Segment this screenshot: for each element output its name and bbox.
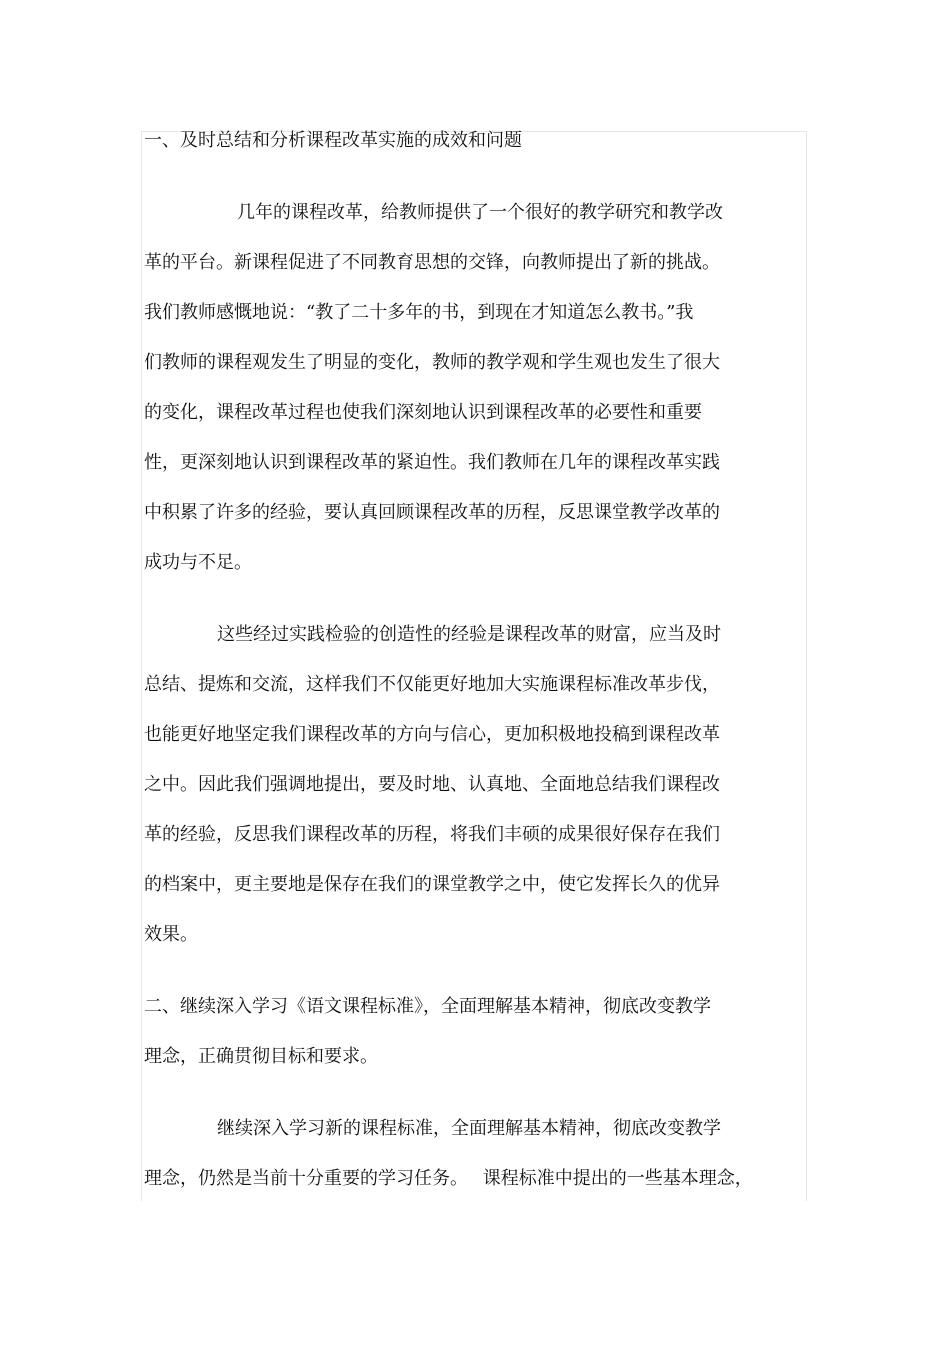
heading-section-2-line: 二、继续深入学习《语文课程标准》，全面理解基本精神，彻底改变教学 [144,996,711,1017]
paragraph-1-line: 成功与不足。 [144,552,252,573]
page-frame [141,131,807,1201]
paragraph-2-line: 革的经验，反思我们课程改革的历程，将我们丰硕的成果很好保存在我们 [144,824,720,845]
paragraph-2-line: 这些经过实践检验的创造性的经验是课程改革的财富，应当及时 [217,624,721,645]
paragraph-1-line: 革的平台。新课程促进了不同教育思想的交锋，向教师提出了新的挑战。 [144,252,720,273]
heading-section-2-line: 理念，正确贯彻目标和要求。 [144,1046,378,1067]
paragraph-1-line: 们教师的课程观发生了明显的变化，教师的教学观和学生观也发生了很大 [144,352,720,373]
paragraph-2-line: 的档案中，更主要地是保存在我们的课堂教学之中，使它发挥长久的优异 [144,874,720,895]
paragraph-3-line: 理念，仍然是当前十分重要的学习任务。 课程标准中提出的一些基本理念， [144,1168,753,1189]
paragraph-2-line: 也能更好地坚定我们课程改革的方向与信心，更加积极地投稿到课程改革 [144,724,720,745]
paragraph-2-line: 效果。 [144,924,198,945]
paragraph-1-line: 中积累了许多的经验，要认真回顾课程改革的历程，反思课堂教学改革的 [144,502,720,523]
paragraph-2-line: 之中。因此我们强调地提出，要及时地、认真地、全面地总结我们课程改 [144,774,720,795]
paragraph-1-line: 性，更深刻地认识到课程改革的紧迫性。我们教师在几年的课程改革实践 [144,452,720,473]
paragraph-1-line: 几年的课程改革，给教师提供了一个很好的教学研究和教学改 [237,202,723,223]
paragraph-3-line: 继续深入学习新的课程标准，全面理解基本精神，彻底改变教学 [217,1118,721,1139]
heading-section-1: 一、及时总结和分析课程改革实施的成效和问题 [144,130,522,151]
paragraph-1-line: 我们教师感慨地说：“教了二十多年的书，到现在才知道怎么教书。”我 [144,302,694,323]
paragraph-1-line: 的变化，课程改革过程也使我们深刻地认识到课程改革的必要性和重要 [144,402,702,423]
paragraph-2-line: 总结、提炼和交流，这样我们不仅能更好地加大实施课程标准改革步伐， [144,674,720,695]
